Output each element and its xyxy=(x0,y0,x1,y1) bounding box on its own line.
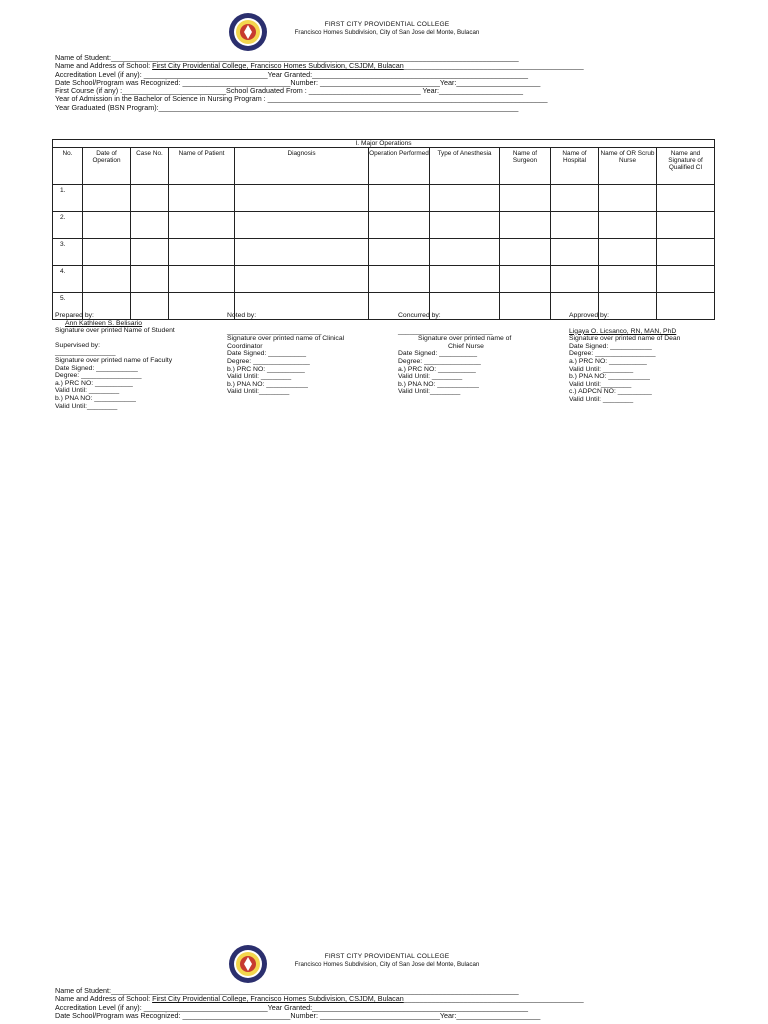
info-row[interactable]: Date School/Program was Recognized: ___________________________Number: ______________________________Year:_____________________ xyxy=(55,1011,541,1020)
prc-valid-field[interactable]: Valid Until: ________ xyxy=(398,373,463,381)
coordinator-signature-label: Signature over printed name of Clinical xyxy=(227,335,345,343)
concurred-by-block xyxy=(398,312,511,396)
college-seal-icon xyxy=(228,944,268,984)
info-row[interactable]: Date School/Program was Recognized: ___________________________Number: ______________________________Year:_____________________ xyxy=(55,78,541,87)
page-header-repeat xyxy=(0,944,768,988)
page-header xyxy=(0,12,768,56)
pna-field[interactable]: b.) PNA NO: ___________ xyxy=(227,380,308,388)
table-row: 2. xyxy=(53,212,715,239)
date-signed-field[interactable]: Date Signed: ___________ xyxy=(569,342,652,350)
chief-nurse-role: Chief Nurse xyxy=(448,342,484,350)
concurred-by-title: Concurred by: xyxy=(398,312,441,319)
signature-line[interactable]: _________________________ xyxy=(398,327,493,335)
date-signed-field[interactable]: Date Signed: __________ xyxy=(398,350,477,358)
pna-valid-field[interactable]: Valid Until:________ xyxy=(55,402,118,410)
pna-valid-field[interactable]: Valid Until:________ xyxy=(569,380,632,388)
college-address: Francisco Homes Subdivision, City of San Jose del Monte, Bulacan xyxy=(294,29,480,36)
student-info-repeat xyxy=(55,987,605,1020)
pna-valid-field[interactable]: Valid Until:________ xyxy=(398,388,461,396)
noted-by-title: Noted by: xyxy=(227,312,257,319)
prepared-by-block xyxy=(55,312,175,410)
info-row[interactable]: Accreditation Level (if any): _______________________________Year Granted:______________________________________________________ xyxy=(55,1003,528,1012)
info-row[interactable]: Year Graduated (BSN Program):__________________________________________________________________________________________ xyxy=(55,103,519,112)
col-header: Diagnosis xyxy=(235,148,369,185)
info-row[interactable]: Year of Admission in the Bachelor of Science in Nursing Program : ______________________________________________________________________ xyxy=(55,95,548,104)
info-row[interactable]: Name of Student:______________________________________________________________________________________________________ xyxy=(55,987,519,995)
chief-nurse-signature-label: Signature over printed name of xyxy=(418,335,512,343)
pna-field[interactable]: b.) PNA NO: ___________ xyxy=(55,394,136,402)
col-header: Name of OR Scrub Nurse xyxy=(599,148,657,185)
col-header: Name and Signature of Qualified CI xyxy=(657,148,715,185)
date-signed-field[interactable]: Date Signed: ___________ xyxy=(55,364,138,372)
col-header: Name of Patient xyxy=(169,148,235,185)
info-row[interactable]: Name and Address of School: First City Providential College, Francisco Homes Subdivision, CSJDM, Bulacan_____________________________________________ xyxy=(55,995,584,1004)
college-name: FIRST CITY PROVIDENTIAL COLLEGE xyxy=(324,21,450,28)
col-header: Name of Hospital xyxy=(551,148,599,185)
student-signature-label: Signature over printed Name of Student xyxy=(55,327,175,335)
table-caption: I. Major Operations xyxy=(53,140,715,148)
supervised-by-title: Supervised by: xyxy=(55,341,100,349)
info-row[interactable]: Accreditation Level (if any): _______________________________Year Granted:______________________________________________________ xyxy=(55,70,528,79)
col-header: Name of Surgeon xyxy=(500,148,551,185)
col-header: Date of Operation xyxy=(83,148,131,185)
supervised-line[interactable]: ________________ xyxy=(55,349,116,357)
prc-field[interactable]: a.) PRC NO: __________ xyxy=(569,357,647,365)
info-row[interactable]: First Course (if any) :__________________________School Graduated From : ____________________________ Year:_____________________ xyxy=(55,87,523,96)
info-row[interactable]: Name and Address of School: First City Providential College, Francisco Homes Subdivision, CSJDM, Bulacan_____________________________________________ xyxy=(55,62,584,71)
student-info xyxy=(55,54,605,112)
table-row: 1. xyxy=(53,185,715,212)
noted-by-block xyxy=(227,312,344,396)
degree-field[interactable]: Degree: _______________ xyxy=(227,357,310,365)
adpcn-valid-field[interactable]: Valid Until: ________ xyxy=(569,395,634,403)
dean-name: Ligaya O. Licsanco, RN, MAN, PhD xyxy=(569,327,677,335)
dean-signature-label: Signature over printed name of Dean xyxy=(569,335,681,343)
faculty-signature-label: Signature over printed name of Faculty xyxy=(55,356,173,364)
pna-valid-field[interactable]: Valid Until:________ xyxy=(227,388,290,396)
coordinator-role: Coordinator xyxy=(227,342,263,350)
col-header: Case No. xyxy=(131,148,169,185)
info-row[interactable]: Name of Student:______________________________________________________________________________________________________ xyxy=(55,54,519,62)
prc-field[interactable]: b.) PRC NO: __________ xyxy=(227,365,305,373)
table-row: 5. xyxy=(53,293,715,320)
college-name: FIRST CITY PROVIDENTIAL COLLEGE xyxy=(324,953,450,960)
major-operations-table xyxy=(52,139,715,320)
signature-line[interactable]: _________________________ xyxy=(227,327,322,335)
col-header: No. xyxy=(53,148,83,185)
adpcn-field[interactable]: c.) ADPCN NO: _________ xyxy=(569,388,652,396)
pna-field[interactable]: b.) PNA NO: ___________ xyxy=(398,380,479,388)
college-seal-icon xyxy=(228,12,268,52)
prepared-by-title: Prepared by: xyxy=(55,312,94,319)
prc-valid-field[interactable]: Valid Until: ________ xyxy=(227,373,292,381)
degree-field[interactable]: Degree: ________________ xyxy=(569,350,656,358)
student-name: Ann Kathleen S. Belisario xyxy=(65,319,143,327)
prc-valid-field[interactable]: Valid Until: ________ xyxy=(569,365,634,373)
table-row: 3. xyxy=(53,239,715,266)
prc-field[interactable]: a.) PRC NO: __________ xyxy=(55,379,133,387)
degree-field[interactable]: Degree: ________________ xyxy=(55,372,142,380)
college-address: Francisco Homes Subdivision, City of San Jose del Monte, Bulacan xyxy=(294,961,480,968)
prc-valid-field[interactable]: Valid Until: ________ xyxy=(55,387,120,395)
approved-by-title: Approved by: xyxy=(569,312,610,319)
date-signed-field[interactable]: Date Signed: __________ xyxy=(227,350,306,358)
prc-field[interactable]: a.) PRC NO: __________ xyxy=(398,365,476,373)
table-row: 4. xyxy=(53,266,715,293)
col-header: Type of Anesthesia xyxy=(430,148,500,185)
pna-field[interactable]: b.) PNA NO: ___________ xyxy=(569,373,650,381)
approved-by-block xyxy=(569,312,680,404)
col-header: Operation Performed xyxy=(369,148,430,185)
degree-field[interactable]: Degree: _______________ xyxy=(398,357,481,365)
